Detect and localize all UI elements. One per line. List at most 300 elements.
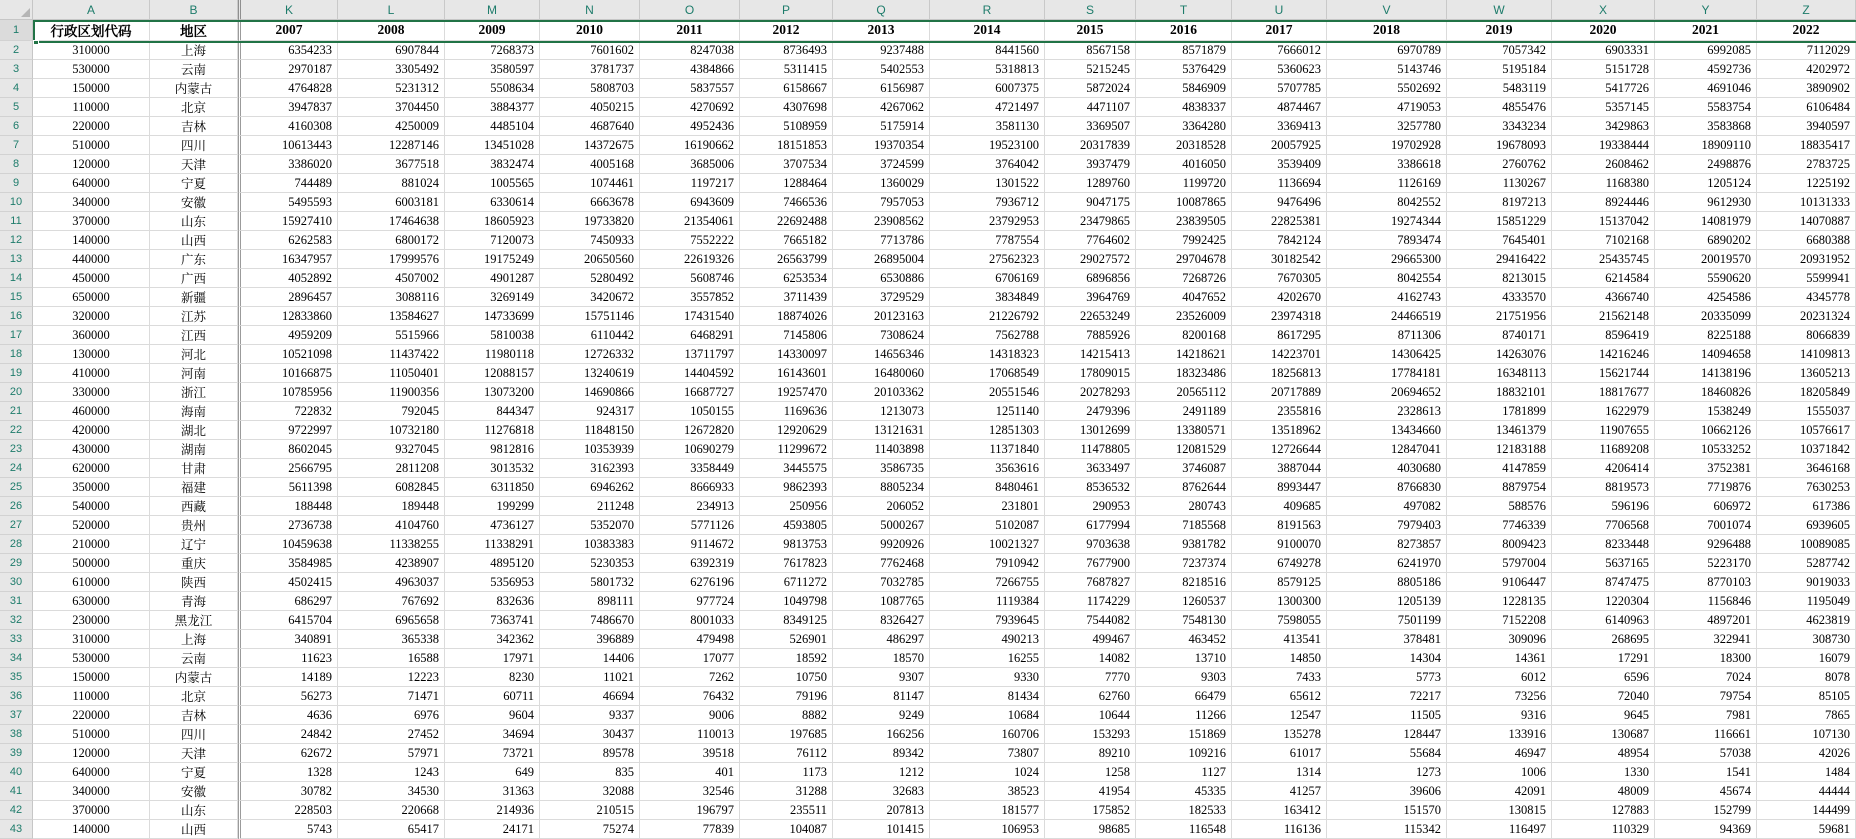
cell-W2[interactable]: 7057342 xyxy=(1447,41,1552,60)
cell-R4[interactable]: 6007375 xyxy=(930,79,1045,98)
cell-N7[interactable]: 14372675 xyxy=(540,136,640,155)
cell-Z13[interactable]: 20931952 xyxy=(1757,250,1856,269)
cell-L2[interactable]: 6907844 xyxy=(338,41,445,60)
cell-N31[interactable]: 898111 xyxy=(540,592,640,611)
cell-B26[interactable]: 西藏 xyxy=(150,497,238,516)
cell-K13[interactable]: 16347957 xyxy=(238,250,338,269)
cell-U42[interactable]: 163412 xyxy=(1232,801,1327,820)
cell-N4[interactable]: 5808703 xyxy=(540,79,640,98)
cell-Y26[interactable]: 606972 xyxy=(1655,497,1757,516)
cell-U20[interactable]: 20717889 xyxy=(1232,383,1327,402)
column-header-Q[interactable]: Q xyxy=(833,0,930,20)
cell-R11[interactable]: 23792953 xyxy=(930,212,1045,231)
cell-T11[interactable]: 23839505 xyxy=(1136,212,1232,231)
cell-A18[interactable]: 130000 xyxy=(33,345,150,364)
column-header-M[interactable]: M xyxy=(445,0,540,20)
cell-L7[interactable]: 12287146 xyxy=(338,136,445,155)
cell-Y35[interactable]: 7024 xyxy=(1655,668,1757,687)
cell-T12[interactable]: 7992425 xyxy=(1136,231,1232,250)
cell-Q4[interactable]: 6156987 xyxy=(833,79,930,98)
cell-T19[interactable]: 18323486 xyxy=(1136,364,1232,383)
cell-K22[interactable]: 9722997 xyxy=(238,421,338,440)
cell-L15[interactable]: 3088116 xyxy=(338,288,445,307)
cell-U28[interactable]: 9100070 xyxy=(1232,535,1327,554)
cell-Z30[interactable]: 9019033 xyxy=(1757,573,1856,592)
select-all-corner[interactable] xyxy=(0,0,33,20)
cell-U21[interactable]: 2355816 xyxy=(1232,402,1327,421)
cell-R24[interactable]: 3563616 xyxy=(930,459,1045,478)
cell-U2[interactable]: 7666012 xyxy=(1232,41,1327,60)
cell-O40[interactable]: 401 xyxy=(640,763,740,782)
cell-R3[interactable]: 5318813 xyxy=(930,60,1045,79)
cell-T21[interactable]: 2491189 xyxy=(1136,402,1232,421)
cell-A16[interactable]: 320000 xyxy=(33,307,150,326)
cell-R14[interactable]: 6706169 xyxy=(930,269,1045,288)
cell-M22[interactable]: 11276818 xyxy=(445,421,540,440)
column-header-S[interactable]: S xyxy=(1045,0,1136,20)
cell-Y11[interactable]: 14081979 xyxy=(1655,212,1757,231)
cell-T42[interactable]: 182533 xyxy=(1136,801,1232,820)
cell-R43[interactable]: 106953 xyxy=(930,820,1045,839)
row-header-33[interactable]: 33 xyxy=(0,630,33,649)
cell-S11[interactable]: 23479865 xyxy=(1045,212,1136,231)
cell-Q30[interactable]: 7032785 xyxy=(833,573,930,592)
cell-Q26[interactable]: 206052 xyxy=(833,497,930,516)
cell-X15[interactable]: 4366740 xyxy=(1552,288,1655,307)
cell-U19[interactable]: 18256813 xyxy=(1232,364,1327,383)
cell-R12[interactable]: 7787554 xyxy=(930,231,1045,250)
cell-P8[interactable]: 3707534 xyxy=(740,155,833,174)
cell-L4[interactable]: 5231312 xyxy=(338,79,445,98)
cell-Z40[interactable]: 1484 xyxy=(1757,763,1856,782)
cell-N24[interactable]: 3162393 xyxy=(540,459,640,478)
cell-V37[interactable]: 11505 xyxy=(1327,706,1447,725)
cell-A25[interactable]: 350000 xyxy=(33,478,150,497)
cell-M37[interactable]: 9604 xyxy=(445,706,540,725)
cell-Z19[interactable]: 13605213 xyxy=(1757,364,1856,383)
cell-B6[interactable]: 吉林 xyxy=(150,117,238,136)
cell-Q3[interactable]: 5402553 xyxy=(833,60,930,79)
cell-W39[interactable]: 46947 xyxy=(1447,744,1552,763)
cell-Z23[interactable]: 10371842 xyxy=(1757,440,1856,459)
cell-Z25[interactable]: 7630253 xyxy=(1757,478,1856,497)
cell-L33[interactable]: 365338 xyxy=(338,630,445,649)
cell-N15[interactable]: 3420672 xyxy=(540,288,640,307)
cell-X13[interactable]: 25435745 xyxy=(1552,250,1655,269)
column-header-V[interactable]: V xyxy=(1327,0,1447,20)
cell-Q11[interactable]: 23908562 xyxy=(833,212,930,231)
cell-P17[interactable]: 7145806 xyxy=(740,326,833,345)
cell-Y41[interactable]: 45674 xyxy=(1655,782,1757,801)
cell-W25[interactable]: 8879754 xyxy=(1447,478,1552,497)
cell-A6[interactable]: 220000 xyxy=(33,117,150,136)
cell-O8[interactable]: 3685006 xyxy=(640,155,740,174)
cell-O3[interactable]: 4384866 xyxy=(640,60,740,79)
cell-Q12[interactable]: 7713786 xyxy=(833,231,930,250)
cell-S13[interactable]: 29027572 xyxy=(1045,250,1136,269)
cell-R19[interactable]: 17068549 xyxy=(930,364,1045,383)
cell-X1[interactable]: 2020 xyxy=(1552,20,1655,41)
column-header-Z[interactable]: Z xyxy=(1757,0,1856,20)
cell-L5[interactable]: 3704450 xyxy=(338,98,445,117)
cell-V19[interactable]: 17784181 xyxy=(1327,364,1447,383)
cell-P23[interactable]: 11299672 xyxy=(740,440,833,459)
cell-U36[interactable]: 65612 xyxy=(1232,687,1327,706)
cell-P43[interactable]: 104087 xyxy=(740,820,833,839)
cell-Y34[interactable]: 18300 xyxy=(1655,649,1757,668)
cell-A17[interactable]: 360000 xyxy=(33,326,150,345)
cell-N20[interactable]: 14690866 xyxy=(540,383,640,402)
cell-U27[interactable]: 8191563 xyxy=(1232,516,1327,535)
cell-V33[interactable]: 378481 xyxy=(1327,630,1447,649)
cell-K33[interactable]: 340891 xyxy=(238,630,338,649)
cell-L11[interactable]: 17464638 xyxy=(338,212,445,231)
cell-A37[interactable]: 220000 xyxy=(33,706,150,725)
cell-O14[interactable]: 5608746 xyxy=(640,269,740,288)
cell-M13[interactable]: 19175249 xyxy=(445,250,540,269)
cell-V26[interactable]: 497082 xyxy=(1327,497,1447,516)
cell-U14[interactable]: 7670305 xyxy=(1232,269,1327,288)
cell-P40[interactable]: 1173 xyxy=(740,763,833,782)
cell-Z29[interactable]: 5287742 xyxy=(1757,554,1856,573)
cell-Y23[interactable]: 10533252 xyxy=(1655,440,1757,459)
cell-A35[interactable]: 150000 xyxy=(33,668,150,687)
cell-V18[interactable]: 14306425 xyxy=(1327,345,1447,364)
cell-B8[interactable]: 天津 xyxy=(150,155,238,174)
cell-K20[interactable]: 10785956 xyxy=(238,383,338,402)
cell-M19[interactable]: 12088157 xyxy=(445,364,540,383)
row-header-42[interactable]: 42 xyxy=(0,801,33,820)
cell-V20[interactable]: 20694652 xyxy=(1327,383,1447,402)
cell-A43[interactable]: 140000 xyxy=(33,820,150,839)
cell-P22[interactable]: 12920629 xyxy=(740,421,833,440)
cell-Q33[interactable]: 486297 xyxy=(833,630,930,649)
cell-O27[interactable]: 5771126 xyxy=(640,516,740,535)
cell-A14[interactable]: 450000 xyxy=(33,269,150,288)
cell-N5[interactable]: 4050215 xyxy=(540,98,640,117)
cell-O10[interactable]: 6943609 xyxy=(640,193,740,212)
cell-Z17[interactable]: 8066839 xyxy=(1757,326,1856,345)
cell-K9[interactable]: 744489 xyxy=(238,174,338,193)
cell-W35[interactable]: 6012 xyxy=(1447,668,1552,687)
cell-Y37[interactable]: 7981 xyxy=(1655,706,1757,725)
cell-S8[interactable]: 3937479 xyxy=(1045,155,1136,174)
cell-U11[interactable]: 22825381 xyxy=(1232,212,1327,231)
cell-R28[interactable]: 10021327 xyxy=(930,535,1045,554)
cell-T5[interactable]: 4838337 xyxy=(1136,98,1232,117)
cell-B31[interactable]: 青海 xyxy=(150,592,238,611)
cell-V39[interactable]: 55684 xyxy=(1327,744,1447,763)
cell-O38[interactable]: 110013 xyxy=(640,725,740,744)
cell-P11[interactable]: 22692488 xyxy=(740,212,833,231)
cell-K43[interactable]: 5743 xyxy=(238,820,338,839)
cell-S19[interactable]: 17809015 xyxy=(1045,364,1136,383)
cell-V6[interactable]: 3257780 xyxy=(1327,117,1447,136)
cell-V10[interactable]: 8042552 xyxy=(1327,193,1447,212)
cell-Z8[interactable]: 2783725 xyxy=(1757,155,1856,174)
cell-O21[interactable]: 1050155 xyxy=(640,402,740,421)
cell-Q32[interactable]: 8326427 xyxy=(833,611,930,630)
row-header-31[interactable]: 31 xyxy=(0,592,33,611)
row-header-10[interactable]: 10 xyxy=(0,193,33,212)
cell-W13[interactable]: 29416422 xyxy=(1447,250,1552,269)
cell-Y27[interactable]: 7001074 xyxy=(1655,516,1757,535)
cell-V15[interactable]: 4162743 xyxy=(1327,288,1447,307)
cell-B9[interactable]: 宁夏 xyxy=(150,174,238,193)
cell-B7[interactable]: 四川 xyxy=(150,136,238,155)
cell-M10[interactable]: 6330614 xyxy=(445,193,540,212)
cell-Q6[interactable]: 5175914 xyxy=(833,117,930,136)
cell-V4[interactable]: 5502692 xyxy=(1327,79,1447,98)
cell-B43[interactable]: 山西 xyxy=(150,820,238,839)
row-header-6[interactable]: 6 xyxy=(0,117,33,136)
cell-V29[interactable]: 6241970 xyxy=(1327,554,1447,573)
cell-K27[interactable]: 2736738 xyxy=(238,516,338,535)
cell-T33[interactable]: 463452 xyxy=(1136,630,1232,649)
cell-Y21[interactable]: 1538249 xyxy=(1655,402,1757,421)
cell-O26[interactable]: 234913 xyxy=(640,497,740,516)
cell-Q19[interactable]: 16480060 xyxy=(833,364,930,383)
cell-O1[interactable]: 2011 xyxy=(640,20,740,41)
cell-U33[interactable]: 413541 xyxy=(1232,630,1327,649)
cell-X17[interactable]: 8596419 xyxy=(1552,326,1655,345)
cell-K1[interactable]: 2007 xyxy=(238,20,338,41)
cell-Y22[interactable]: 10662126 xyxy=(1655,421,1757,440)
cell-W43[interactable]: 116497 xyxy=(1447,820,1552,839)
cell-T27[interactable]: 7185568 xyxy=(1136,516,1232,535)
cell-L21[interactable]: 792045 xyxy=(338,402,445,421)
cell-U8[interactable]: 3539409 xyxy=(1232,155,1327,174)
cell-B11[interactable]: 山东 xyxy=(150,212,238,231)
cell-X41[interactable]: 48009 xyxy=(1552,782,1655,801)
cell-T26[interactable]: 280743 xyxy=(1136,497,1232,516)
column-header-K[interactable]: K xyxy=(238,0,338,20)
cell-W29[interactable]: 5797004 xyxy=(1447,554,1552,573)
cell-U29[interactable]: 6749278 xyxy=(1232,554,1327,573)
cell-L16[interactable]: 13584627 xyxy=(338,307,445,326)
cell-Y14[interactable]: 5590620 xyxy=(1655,269,1757,288)
cell-B25[interactable]: 福建 xyxy=(150,478,238,497)
row-header-43[interactable]: 43 xyxy=(0,820,33,839)
cell-Q18[interactable]: 14656346 xyxy=(833,345,930,364)
cell-T8[interactable]: 4016050 xyxy=(1136,155,1232,174)
cell-W31[interactable]: 1228135 xyxy=(1447,592,1552,611)
cell-W14[interactable]: 8213015 xyxy=(1447,269,1552,288)
cell-R6[interactable]: 3581130 xyxy=(930,117,1045,136)
cell-T1[interactable]: 2016 xyxy=(1136,20,1232,41)
cell-Z33[interactable]: 308730 xyxy=(1757,630,1856,649)
cell-L3[interactable]: 3305492 xyxy=(338,60,445,79)
cell-U6[interactable]: 3369413 xyxy=(1232,117,1327,136)
cell-L31[interactable]: 767692 xyxy=(338,592,445,611)
cell-S18[interactable]: 14215413 xyxy=(1045,345,1136,364)
cell-Y43[interactable]: 94369 xyxy=(1655,820,1757,839)
cell-W36[interactable]: 73256 xyxy=(1447,687,1552,706)
row-header-2[interactable]: 2 xyxy=(0,41,33,60)
cell-B14[interactable]: 广西 xyxy=(150,269,238,288)
cell-P38[interactable]: 197685 xyxy=(740,725,833,744)
cell-P2[interactable]: 8736493 xyxy=(740,41,833,60)
cell-L28[interactable]: 11338255 xyxy=(338,535,445,554)
cell-A30[interactable]: 610000 xyxy=(33,573,150,592)
row-header-28[interactable]: 28 xyxy=(0,535,33,554)
cell-A39[interactable]: 120000 xyxy=(33,744,150,763)
cell-Y12[interactable]: 6890202 xyxy=(1655,231,1757,250)
cell-Y5[interactable]: 5583754 xyxy=(1655,98,1757,117)
cell-X19[interactable]: 15621744 xyxy=(1552,364,1655,383)
cell-W3[interactable]: 5195184 xyxy=(1447,60,1552,79)
cell-Y29[interactable]: 5223170 xyxy=(1655,554,1757,573)
cell-S34[interactable]: 14082 xyxy=(1045,649,1136,668)
cell-R25[interactable]: 8480461 xyxy=(930,478,1045,497)
row-header-22[interactable]: 22 xyxy=(0,421,33,440)
cell-L27[interactable]: 4104760 xyxy=(338,516,445,535)
cell-Z6[interactable]: 3940597 xyxy=(1757,117,1856,136)
cell-M38[interactable]: 34694 xyxy=(445,725,540,744)
cell-R22[interactable]: 12851303 xyxy=(930,421,1045,440)
row-header-23[interactable]: 23 xyxy=(0,440,33,459)
cell-R33[interactable]: 490213 xyxy=(930,630,1045,649)
cell-Y40[interactable]: 1541 xyxy=(1655,763,1757,782)
cell-Y8[interactable]: 2498876 xyxy=(1655,155,1757,174)
cell-T17[interactable]: 8200168 xyxy=(1136,326,1232,345)
row-header-26[interactable]: 26 xyxy=(0,497,33,516)
row-header-8[interactable]: 8 xyxy=(0,155,33,174)
row-header-21[interactable]: 21 xyxy=(0,402,33,421)
cell-O31[interactable]: 977724 xyxy=(640,592,740,611)
cell-M27[interactable]: 4736127 xyxy=(445,516,540,535)
row-header-7[interactable]: 7 xyxy=(0,136,33,155)
cell-P7[interactable]: 18151853 xyxy=(740,136,833,155)
cell-V36[interactable]: 72217 xyxy=(1327,687,1447,706)
cell-R39[interactable]: 73807 xyxy=(930,744,1045,763)
cell-N30[interactable]: 5801732 xyxy=(540,573,640,592)
cell-P37[interactable]: 8882 xyxy=(740,706,833,725)
cell-S16[interactable]: 22653249 xyxy=(1045,307,1136,326)
cell-K37[interactable]: 4636 xyxy=(238,706,338,725)
cell-Y17[interactable]: 8225188 xyxy=(1655,326,1757,345)
cell-K8[interactable]: 3386020 xyxy=(238,155,338,174)
cell-U34[interactable]: 14850 xyxy=(1232,649,1327,668)
cell-K5[interactable]: 3947837 xyxy=(238,98,338,117)
cell-L42[interactable]: 220668 xyxy=(338,801,445,820)
cell-K38[interactable]: 24842 xyxy=(238,725,338,744)
cell-W10[interactable]: 8197213 xyxy=(1447,193,1552,212)
cell-Z21[interactable]: 1555037 xyxy=(1757,402,1856,421)
cell-R42[interactable]: 181577 xyxy=(930,801,1045,820)
cell-W38[interactable]: 133916 xyxy=(1447,725,1552,744)
cell-Q7[interactable]: 19370354 xyxy=(833,136,930,155)
cell-B40[interactable]: 宁夏 xyxy=(150,763,238,782)
cell-S15[interactable]: 3964769 xyxy=(1045,288,1136,307)
cell-N26[interactable]: 211248 xyxy=(540,497,640,516)
cell-W20[interactable]: 18832101 xyxy=(1447,383,1552,402)
cell-V1[interactable]: 2018 xyxy=(1327,20,1447,41)
cell-Z20[interactable]: 18205849 xyxy=(1757,383,1856,402)
cell-V40[interactable]: 1273 xyxy=(1327,763,1447,782)
row-header-32[interactable]: 32 xyxy=(0,611,33,630)
cell-A29[interactable]: 500000 xyxy=(33,554,150,573)
cell-O41[interactable]: 32546 xyxy=(640,782,740,801)
cell-L34[interactable]: 16588 xyxy=(338,649,445,668)
cell-S9[interactable]: 1289760 xyxy=(1045,174,1136,193)
cell-R26[interactable]: 231801 xyxy=(930,497,1045,516)
cell-Q15[interactable]: 3729529 xyxy=(833,288,930,307)
cell-N37[interactable]: 9337 xyxy=(540,706,640,725)
cell-K6[interactable]: 4160308 xyxy=(238,117,338,136)
cell-Y33[interactable]: 322941 xyxy=(1655,630,1757,649)
cell-P18[interactable]: 14330097 xyxy=(740,345,833,364)
cell-P14[interactable]: 6253534 xyxy=(740,269,833,288)
cell-R9[interactable]: 1301522 xyxy=(930,174,1045,193)
cell-O43[interactable]: 77839 xyxy=(640,820,740,839)
cell-W22[interactable]: 13461379 xyxy=(1447,421,1552,440)
cell-Q17[interactable]: 7308624 xyxy=(833,326,930,345)
column-header-B[interactable]: B xyxy=(150,0,238,20)
row-header-24[interactable]: 24 xyxy=(0,459,33,478)
cell-M20[interactable]: 13073200 xyxy=(445,383,540,402)
row-header-34[interactable]: 34 xyxy=(0,649,33,668)
cell-X9[interactable]: 1168380 xyxy=(1552,174,1655,193)
cell-R32[interactable]: 7939645 xyxy=(930,611,1045,630)
cell-S4[interactable]: 5872024 xyxy=(1045,79,1136,98)
cell-M30[interactable]: 5356953 xyxy=(445,573,540,592)
cell-U37[interactable]: 12547 xyxy=(1232,706,1327,725)
cell-Z4[interactable]: 3890902 xyxy=(1757,79,1856,98)
cell-T24[interactable]: 3746087 xyxy=(1136,459,1232,478)
cell-K42[interactable]: 228503 xyxy=(238,801,338,820)
cell-U10[interactable]: 9476496 xyxy=(1232,193,1327,212)
cell-P28[interactable]: 9813753 xyxy=(740,535,833,554)
cell-R36[interactable]: 81434 xyxy=(930,687,1045,706)
cell-S2[interactable]: 8567158 xyxy=(1045,41,1136,60)
cell-X25[interactable]: 8819573 xyxy=(1552,478,1655,497)
cell-P10[interactable]: 7466536 xyxy=(740,193,833,212)
cell-Q39[interactable]: 89342 xyxy=(833,744,930,763)
cell-X39[interactable]: 48954 xyxy=(1552,744,1655,763)
cell-Q13[interactable]: 26895004 xyxy=(833,250,930,269)
cell-X36[interactable]: 72040 xyxy=(1552,687,1655,706)
cell-P13[interactable]: 26563799 xyxy=(740,250,833,269)
cell-M29[interactable]: 4895120 xyxy=(445,554,540,573)
column-header-A[interactable]: A xyxy=(33,0,150,20)
cell-A4[interactable]: 150000 xyxy=(33,79,150,98)
cell-L12[interactable]: 6800172 xyxy=(338,231,445,250)
cell-Y4[interactable]: 4691046 xyxy=(1655,79,1757,98)
cell-U41[interactable]: 41257 xyxy=(1232,782,1327,801)
cell-A38[interactable]: 510000 xyxy=(33,725,150,744)
cell-S35[interactable]: 7770 xyxy=(1045,668,1136,687)
cell-W9[interactable]: 1130267 xyxy=(1447,174,1552,193)
cell-R31[interactable]: 1119384 xyxy=(930,592,1045,611)
cell-Q43[interactable]: 101415 xyxy=(833,820,930,839)
cell-N16[interactable]: 15751146 xyxy=(540,307,640,326)
cell-O19[interactable]: 14404592 xyxy=(640,364,740,383)
row-header-11[interactable]: 11 xyxy=(0,212,33,231)
cell-N13[interactable]: 20650560 xyxy=(540,250,640,269)
cell-O2[interactable]: 8247038 xyxy=(640,41,740,60)
cell-L38[interactable]: 27452 xyxy=(338,725,445,744)
cell-K11[interactable]: 15927410 xyxy=(238,212,338,231)
cell-B39[interactable]: 天津 xyxy=(150,744,238,763)
cell-U4[interactable]: 5707785 xyxy=(1232,79,1327,98)
cell-M28[interactable]: 11338291 xyxy=(445,535,540,554)
cell-Z26[interactable]: 617386 xyxy=(1757,497,1856,516)
cell-A27[interactable]: 520000 xyxy=(33,516,150,535)
cell-A10[interactable]: 340000 xyxy=(33,193,150,212)
cell-T23[interactable]: 12081529 xyxy=(1136,440,1232,459)
cell-K23[interactable]: 8602045 xyxy=(238,440,338,459)
